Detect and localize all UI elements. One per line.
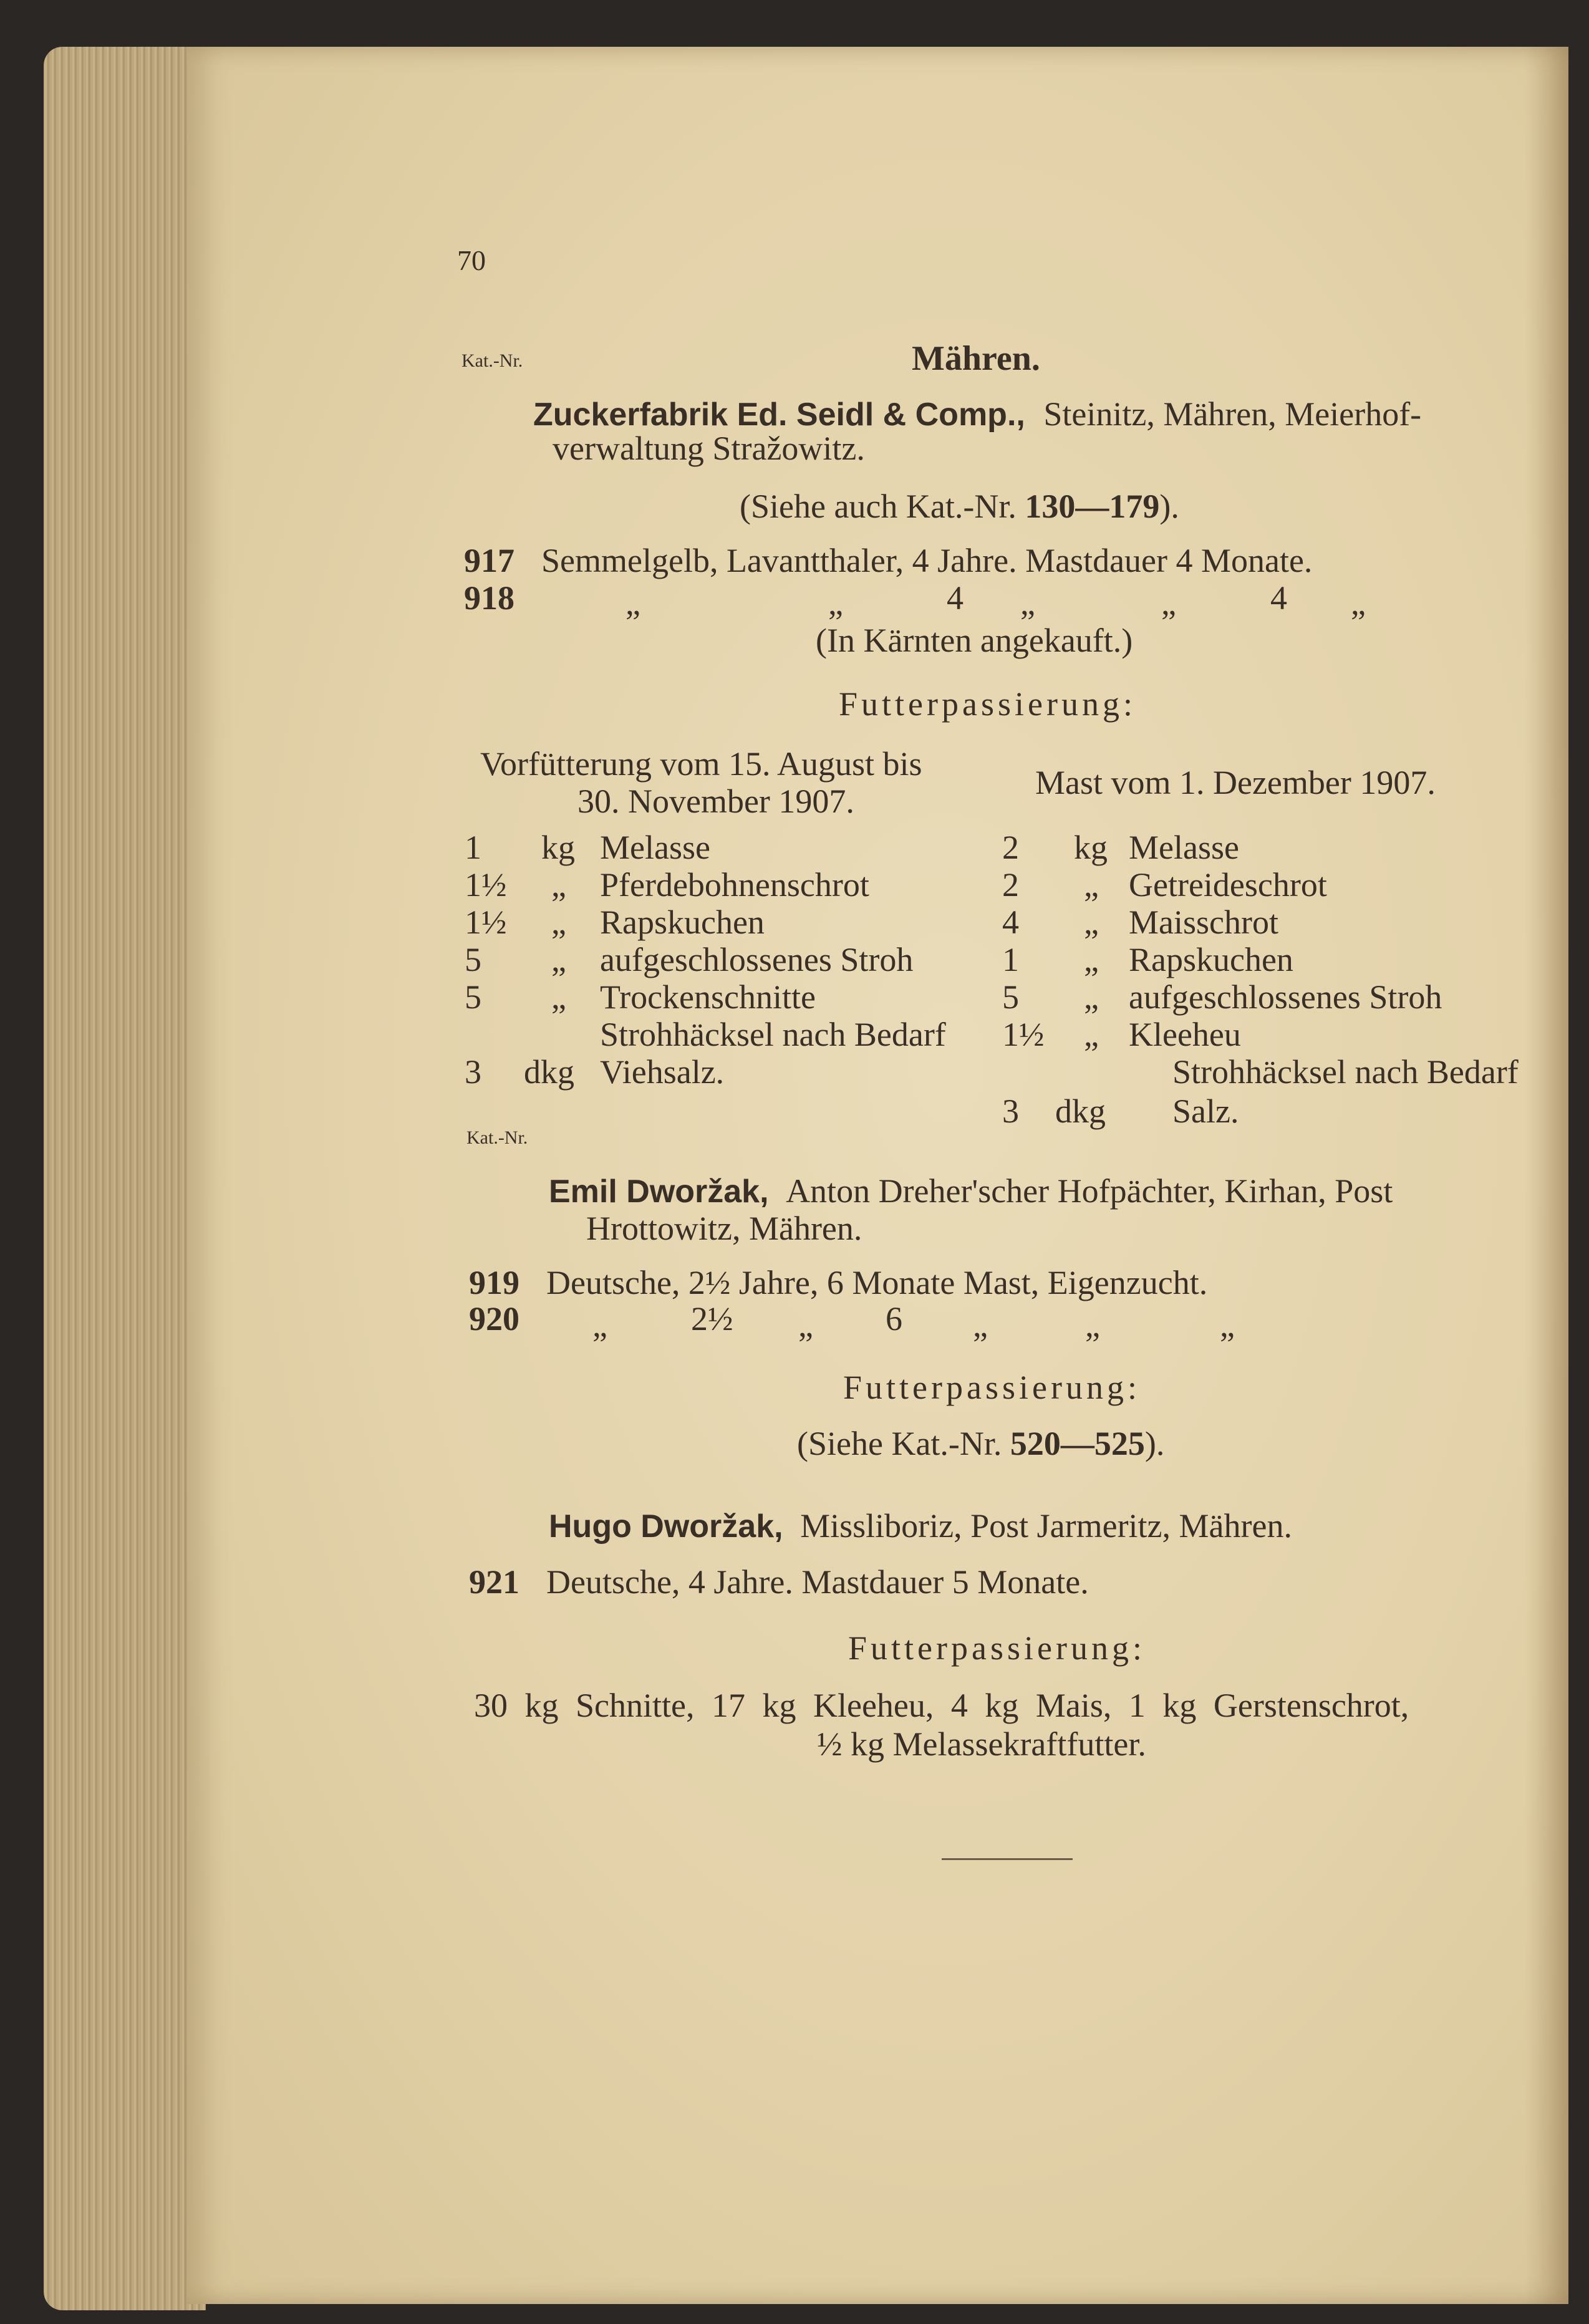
entry3-farm-name: Hugo Dworžak,: [549, 1508, 783, 1545]
entry1-see-also: [740, 489, 1179, 523]
entry2-catalog-number-919: 919: [469, 1264, 519, 1301]
left-feed-unit: „: [551, 866, 566, 904]
entry1-catalog-number-917: 917: [464, 542, 514, 579]
left-feed-unit: „: [551, 941, 566, 978]
right-feed-name: Salz.: [1172, 1092, 1239, 1130]
book-page-edges: [44, 47, 206, 2310]
section-divider: [942, 1858, 1073, 1860]
entry3-row-921-text: Deutsche, 4 Jahre. Mastdauer 5 Monate.: [546, 1563, 1089, 1601]
ditto-mark: „: [1085, 1306, 1100, 1344]
left-feed-qty: 3: [465, 1053, 481, 1091]
right-feed-name: Melasse: [1129, 829, 1239, 866]
entry1-prefeeding-heading-line1: Vorfütterung vom 15. August bis: [480, 745, 922, 783]
right-feed-name: Getreideschrot: [1129, 866, 1327, 904]
entry3-feed-line2: ½ kg Melassekraftfutter.: [817, 1725, 1146, 1763]
ditto-mark: „: [1161, 584, 1176, 622]
entry2-location-line1: Anton Dreher'scher Hofpächter, Kirhan, Post: [786, 1172, 1393, 1210]
entry1-purchase-note: (In Kärnten angekauft.): [816, 622, 1133, 659]
page-number: 70: [457, 244, 486, 276]
entry1-row-918-years: 4: [947, 579, 964, 617]
right-feed-unit: „: [1084, 978, 1099, 1016]
left-feed-qty: 1½: [465, 866, 507, 904]
entry3-catalog-number-921: 921: [469, 1563, 519, 1601]
katnr-column-label: Kat.-Nr.: [466, 1127, 528, 1148]
entry1-fattening-heading: Mast vom 1. Dezember 1907.: [1035, 764, 1436, 801]
right-feed-qty: 4: [1002, 904, 1019, 941]
left-feed-name: Pferdebohnenschrot: [600, 866, 869, 904]
left-feed-name: aufgeschlossenes Stroh: [600, 941, 914, 978]
right-feed-qty: 1: [1002, 941, 1019, 978]
left-feed-unit: „: [551, 904, 566, 941]
entry2-location-line2: Hrottowitz, Mähren.: [586, 1210, 862, 1247]
right-feed-name: Maisschrot: [1129, 904, 1278, 941]
entry1-row-918-months: 4: [1270, 579, 1287, 617]
right-feed-unit: „: [1084, 1016, 1099, 1053]
entry1-location-line2: verwaltung Stražowitz.: [553, 430, 865, 467]
entry2-see-also-suffix: ).: [1144, 1425, 1165, 1462]
right-feed-qty: 2: [1002, 866, 1019, 904]
entry2-heading: [549, 1174, 1393, 1208]
entry3-feeding-heading: Futterpassierung:: [848, 1629, 1146, 1667]
entry1-see-also-range: 130—179: [1025, 488, 1160, 525]
right-feed-unit: „: [1084, 941, 1099, 978]
ditto-mark: „: [1351, 584, 1366, 622]
left-feed-qty: 1½: [465, 904, 507, 941]
ditto-mark: „: [625, 584, 640, 622]
ditto-mark: „: [828, 584, 843, 622]
entry3-location: Missliboriz, Post Jarmeritz, Mähren.: [800, 1507, 1292, 1545]
left-feed-qty: 5: [465, 941, 481, 978]
right-feed-qty: 2: [1002, 829, 1019, 866]
ditto-mark: „: [973, 1306, 988, 1344]
entry2-see-also-range: 520—525: [1010, 1425, 1145, 1462]
entry1-row-917-text: Semmelgelb, Lavantthaler, 4 Jahre. Mastdauer 4 Monate.: [541, 542, 1313, 579]
left-feed-qty: 5: [465, 978, 481, 1016]
right-feed-name: aufgeschlossenes Stroh: [1129, 978, 1442, 1016]
entry1-location-line1: Steinitz, Mähren, Meierhof-: [1043, 395, 1422, 433]
right-feed-unit: „: [1084, 866, 1099, 904]
entry2-farm-name: Emil Dworžak,: [549, 1174, 769, 1210]
entry2-feeding-heading: Futterpassierung:: [843, 1369, 1141, 1406]
right-feed-qty: 1½: [1002, 1016, 1045, 1053]
left-feed-name: Trockenschnitte: [600, 978, 816, 1016]
right-feed-qty: 3: [1002, 1092, 1019, 1130]
entry2-row-919-text: Deutsche, 2½ Jahre, 6 Monate Mast, Eigenzucht.: [546, 1264, 1208, 1301]
entry1-catalog-number-918: 918: [464, 579, 514, 617]
entry2-see-also: [797, 1427, 1164, 1460]
entry1-see-also-suffix: ).: [1159, 488, 1179, 525]
ditto-mark: „: [798, 1306, 813, 1344]
ditto-mark: „: [592, 1306, 607, 1344]
left-feed-name: Melasse: [600, 829, 710, 866]
entry3-feed-line1: 30 kg Schnitte, 17 kg Kleeheu, 4 kg Mais, 1 kg Gerstenschrot,: [474, 1687, 1409, 1724]
section-title: Mähren.: [912, 339, 1040, 378]
right-feed-unit: kg: [1074, 829, 1108, 866]
entry2-row-920-months: 6: [886, 1300, 902, 1338]
entry2-see-also-prefix: (Siehe Kat.-Nr.: [797, 1425, 1002, 1462]
entry1-heading: [533, 397, 1421, 431]
left-feed-qty: 1: [465, 829, 481, 866]
entry1-prefeeding-heading-line2: 30. November 1907.: [577, 783, 854, 820]
right-feed-name: Kleeheu: [1129, 1016, 1241, 1053]
ditto-mark: „: [1220, 1306, 1235, 1344]
entry1-see-also-prefix: (Siehe auch Kat.-Nr.: [740, 488, 1017, 525]
entry1-feeding-heading: Futterpassierung:: [839, 685, 1136, 723]
left-feed-unit: „: [551, 978, 566, 1016]
right-feed-unit: „: [1084, 904, 1099, 941]
entry2-catalog-number-920: 920: [469, 1300, 519, 1338]
left-feed-name: Viehsalz.: [600, 1053, 725, 1091]
page-gutter-shadow: [1525, 47, 1568, 2304]
entry1-farm-name: Zuckerfabrik Ed. Seidl & Comp.,: [533, 397, 1025, 433]
left-feed-name: Strohhäcksel nach Bedarf: [600, 1016, 946, 1053]
right-feed-qty: 5: [1002, 978, 1019, 1016]
left-feed-unit: dkg: [524, 1053, 574, 1091]
left-feed-unit: kg: [541, 829, 575, 866]
entry2-row-920-years: 2½: [691, 1300, 733, 1338]
entry3-heading: [549, 1509, 1292, 1543]
right-feed-name: Rapskuchen: [1129, 941, 1293, 978]
ditto-mark: „: [1020, 584, 1035, 622]
left-feed-name: Rapskuchen: [600, 904, 765, 941]
right-feed-name: Strohhäcksel nach Bedarf: [1172, 1053, 1519, 1091]
katnr-column-label: Kat.-Nr.: [461, 350, 523, 371]
right-feed-unit: dkg: [1055, 1092, 1106, 1130]
